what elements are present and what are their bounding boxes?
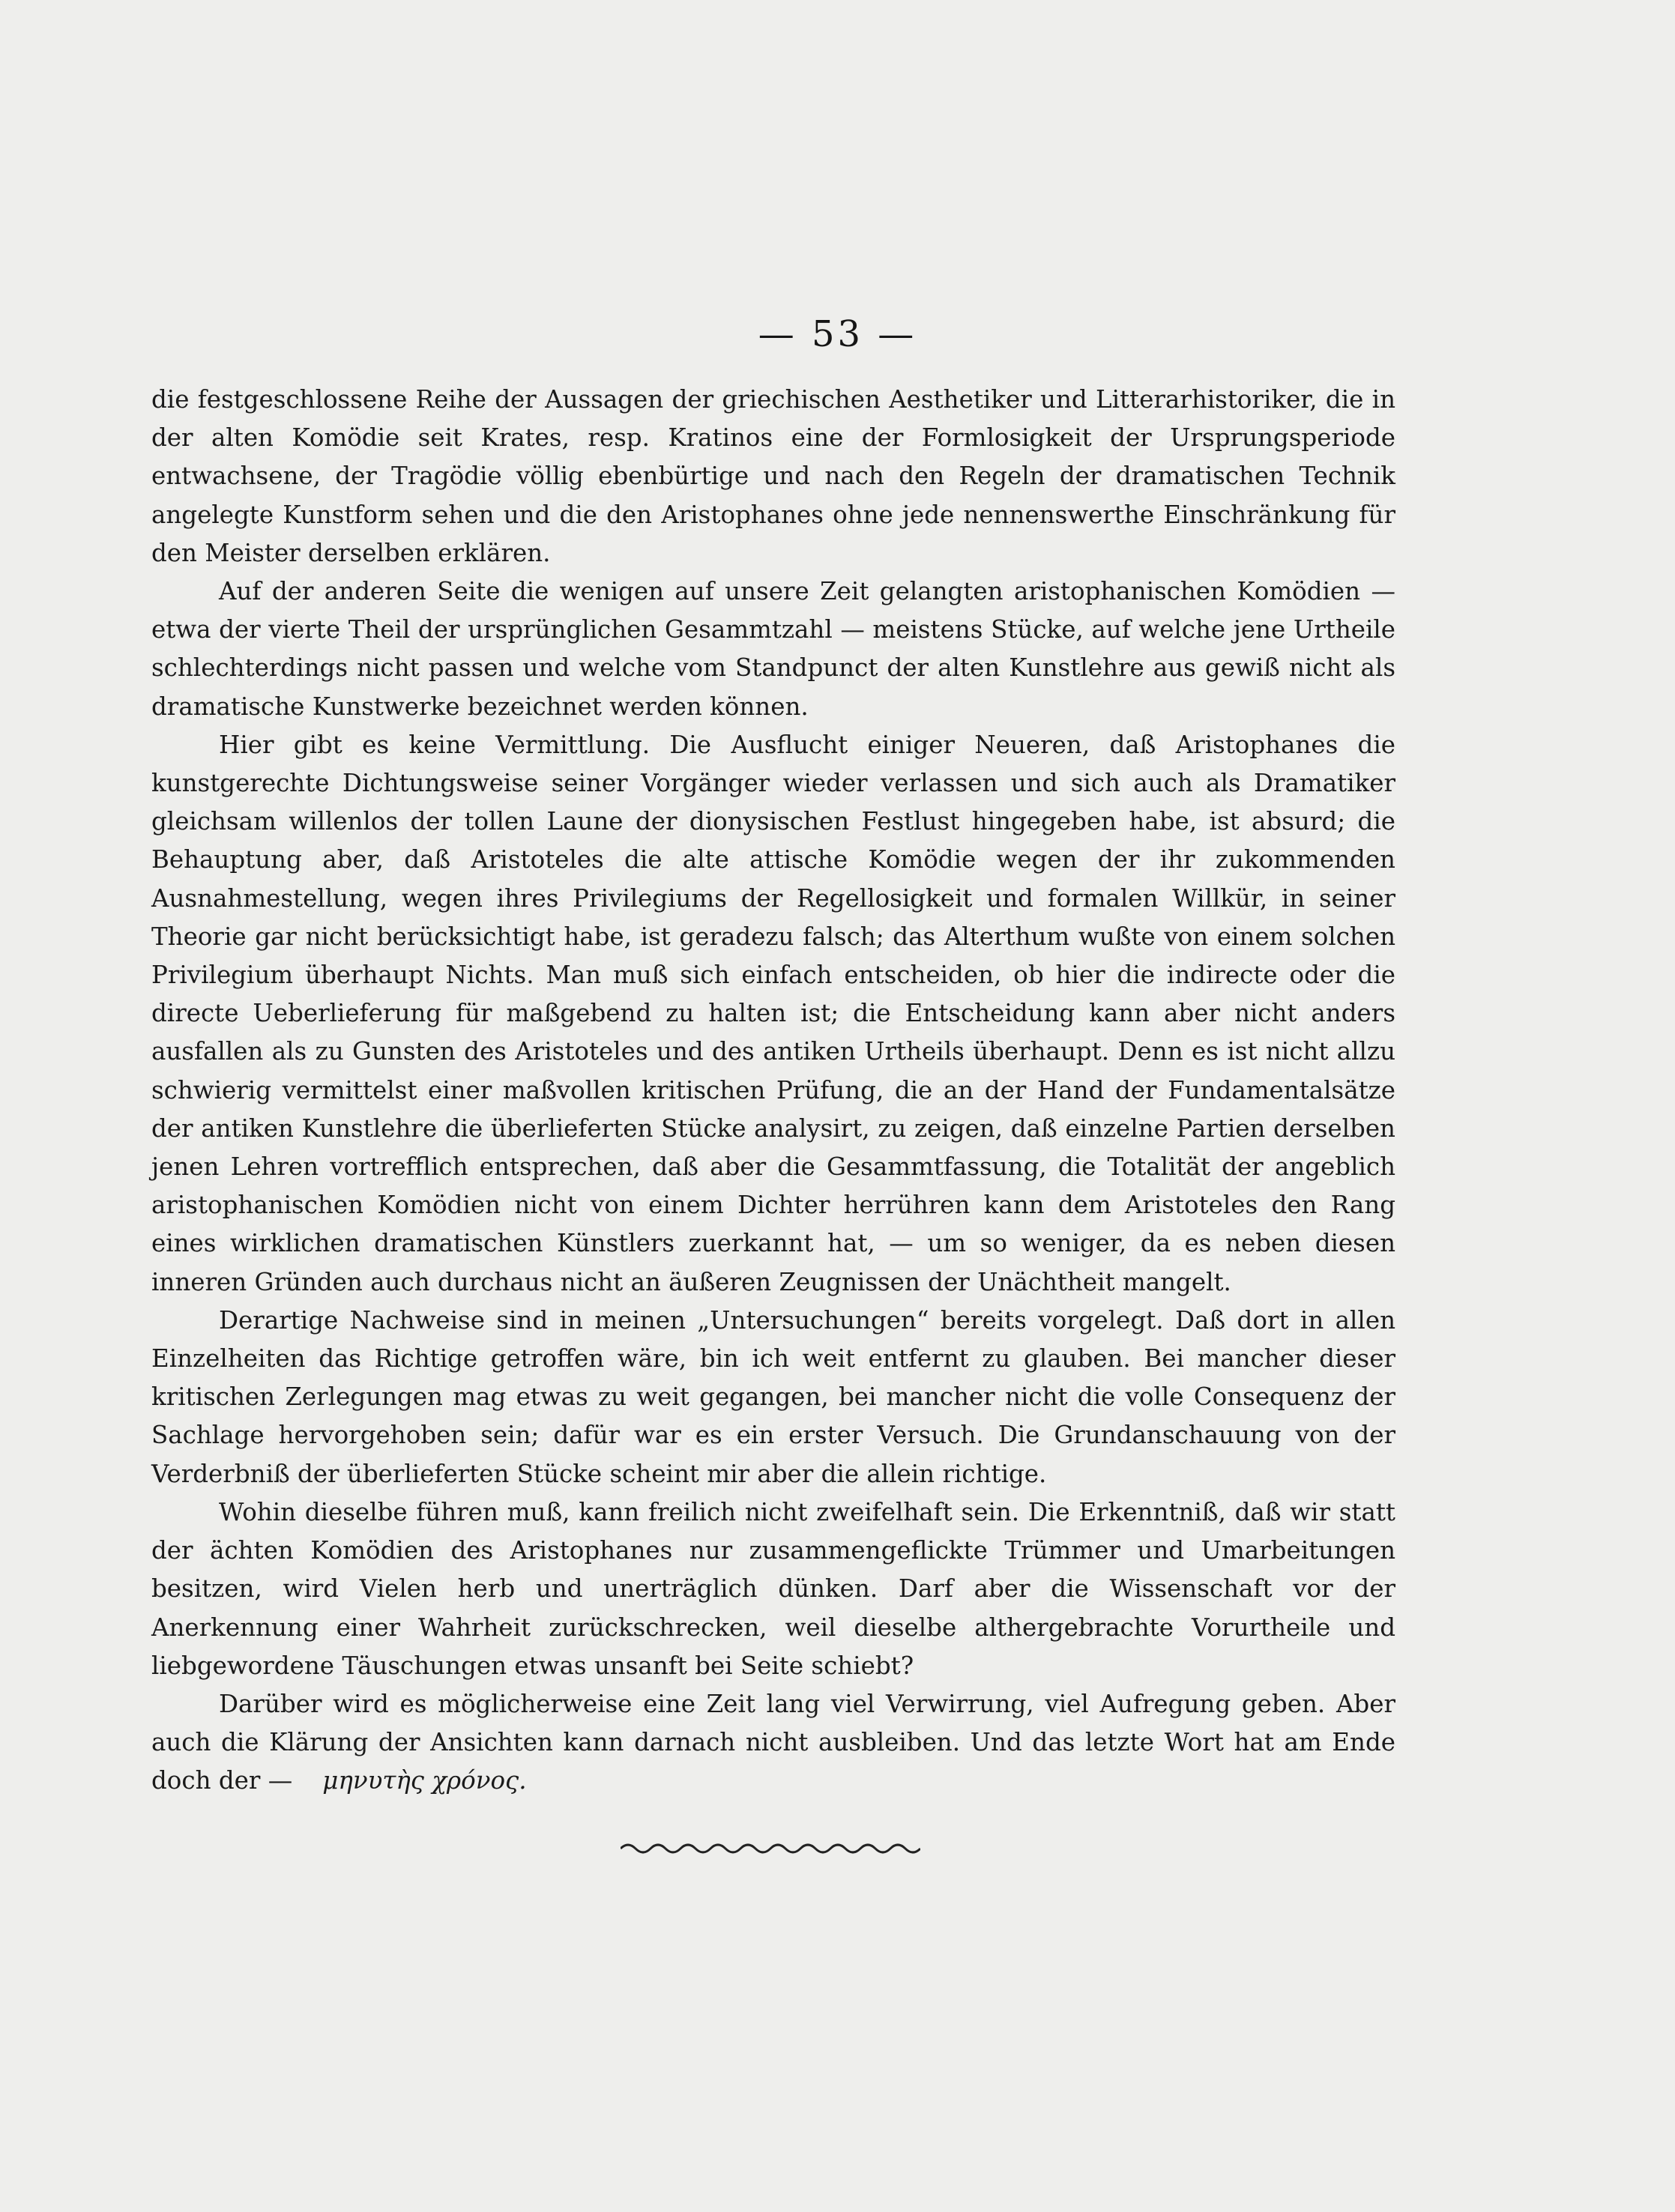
body-text <box>151 381 1395 1801</box>
paragraph-6 <box>151 1685 1395 1801</box>
paragraph-1: die festgeschlossene Reihe der Aussagen der griechischen Aesthetiker und Litterarhistoriker, die in der alten Komödie seit Krates, resp. Kratinos eine der Formlosigkeit der Ursprungsperiode entwachsene, der Tragödie völlig ebenbürtige und nach den Regeln der dramatischen Technik angelegte Kunstform sehen und die den Aristophanes ohne jede nennenswerthe Einschränkung für den Meister derselben erklären. <box>151 385 1395 567</box>
paragraph-3: Hier gibt es keine Vermittlung. Die Ausflucht einiger Neueren, daß Aristophanes die kunstgerechte Dichtungsweise seiner Vorgänger wieder verlassen und sich auch als Dramatiker gleichsam willenlos der tollen Laune der dionysischen Festlust hingegeben habe, ist absurd; die Behauptung aber, daß Aristoteles die alte attische Komödie wegen der ihr zukommenden Ausnahmestellung, wegen ihres Privilegiums der Regellosigkeit und formalen Willkür, in seiner Theorie gar nicht berücksichtigt habe, ist geradezu falsch; das Alterthum wußte von einem solchen Privilegium überhaupt Nichts. Man muß sich einfach entscheiden, ob hier die indirecte oder die directe Ueberlieferung für maßgebend zu halten ist; die Entscheidung kann aber nicht anders ausfallen als zu Gunsten des Aristoteles und des antiken Urtheils überhaupt. Denn es ist nicht allzu schwierig vermittelst einer maßvollen kritischen Prüfung, die an der Hand der Fundamentalsätze der antiken Kunstlehre die überlieferten Stücke analysirt, zu zeigen, daß einzelne Partien derselben jenen Lehren vortrefflich entsprechen, daß aber die Gesammtfassung, die Totalität der angeblich aristophanischen Komödien nicht von einem Dichter herrühren kann dem Aristoteles den Rang eines wirklichen dramatischen Künstlers zuerkannt hat, — um so weniger, da es neben diesen inneren Gründen auch durchaus nicht an äußeren Zeugnissen der Unächtheit mangelt. <box>151 730 1395 1296</box>
paragraph-6-text: Darüber wird es möglicherweise eine Zeit lang viel Verwirrung, viel Aufregung geben. Aber auch die Klärung der Ansichten kann darnach nicht ausbleiben. Und das letzte Wort hat am Ende doch der — <box>151 1689 1395 1795</box>
paragraph-2: Auf der anderen Seite die wenigen auf unsere Zeit gelangten aristophanischen Komödien — etwa der vierte Theil der ursprünglichen Gesammtzahl — meistens Stücke, auf welche jene Urtheile schlechterdings nicht passen und welche vom Standpunct der alten Kunstlehre aus gewiß nicht als dramatische Kunstwerke bezeichnet werden können. <box>151 577 1395 721</box>
paragraph-4: Derartige Nachweise sind in meinen „Untersuchungen“ bereits vorgelegt. Daß dort in allen Einzelheiten das Richtige getroffen wäre, bin ich weit entfernt zu glauben. Bei mancher dieser kritischen Zerlegungen mag etwas zu weit gegangen, bei mancher nicht die volle Consequenz der Sachlage hervorgehoben sein; dafür war es ein erster Versuch. Die Grundanschauung von der Verderbniß der überlieferten Stücke scheint mir aber die allein richtige. <box>151 1305 1395 1488</box>
greek-phrase: μηνυτὴς χρόνος. <box>322 1766 527 1795</box>
end-flourish <box>621 1840 920 1858</box>
paragraph-5: Wohin dieselbe führen muß, kann freilich nicht zweifelhaft sein. Die Erkenntniß, daß wir statt der ächten Komödien des Aristophanes nur zusammengeflickte Trümmer und Umarbeitungen besitzen, wird Vielen herb und unerträglich dünken. Darf aber die Wissenschaft vor der Anerkennung einer Wahrheit zurückschrecken, weil dieselbe althergebrachte Vorurtheile und liebgewordene Täuschungen etwas unsanft bei Seite schiebt? <box>151 1497 1395 1680</box>
page-number: — 53 — <box>758 313 917 355</box>
